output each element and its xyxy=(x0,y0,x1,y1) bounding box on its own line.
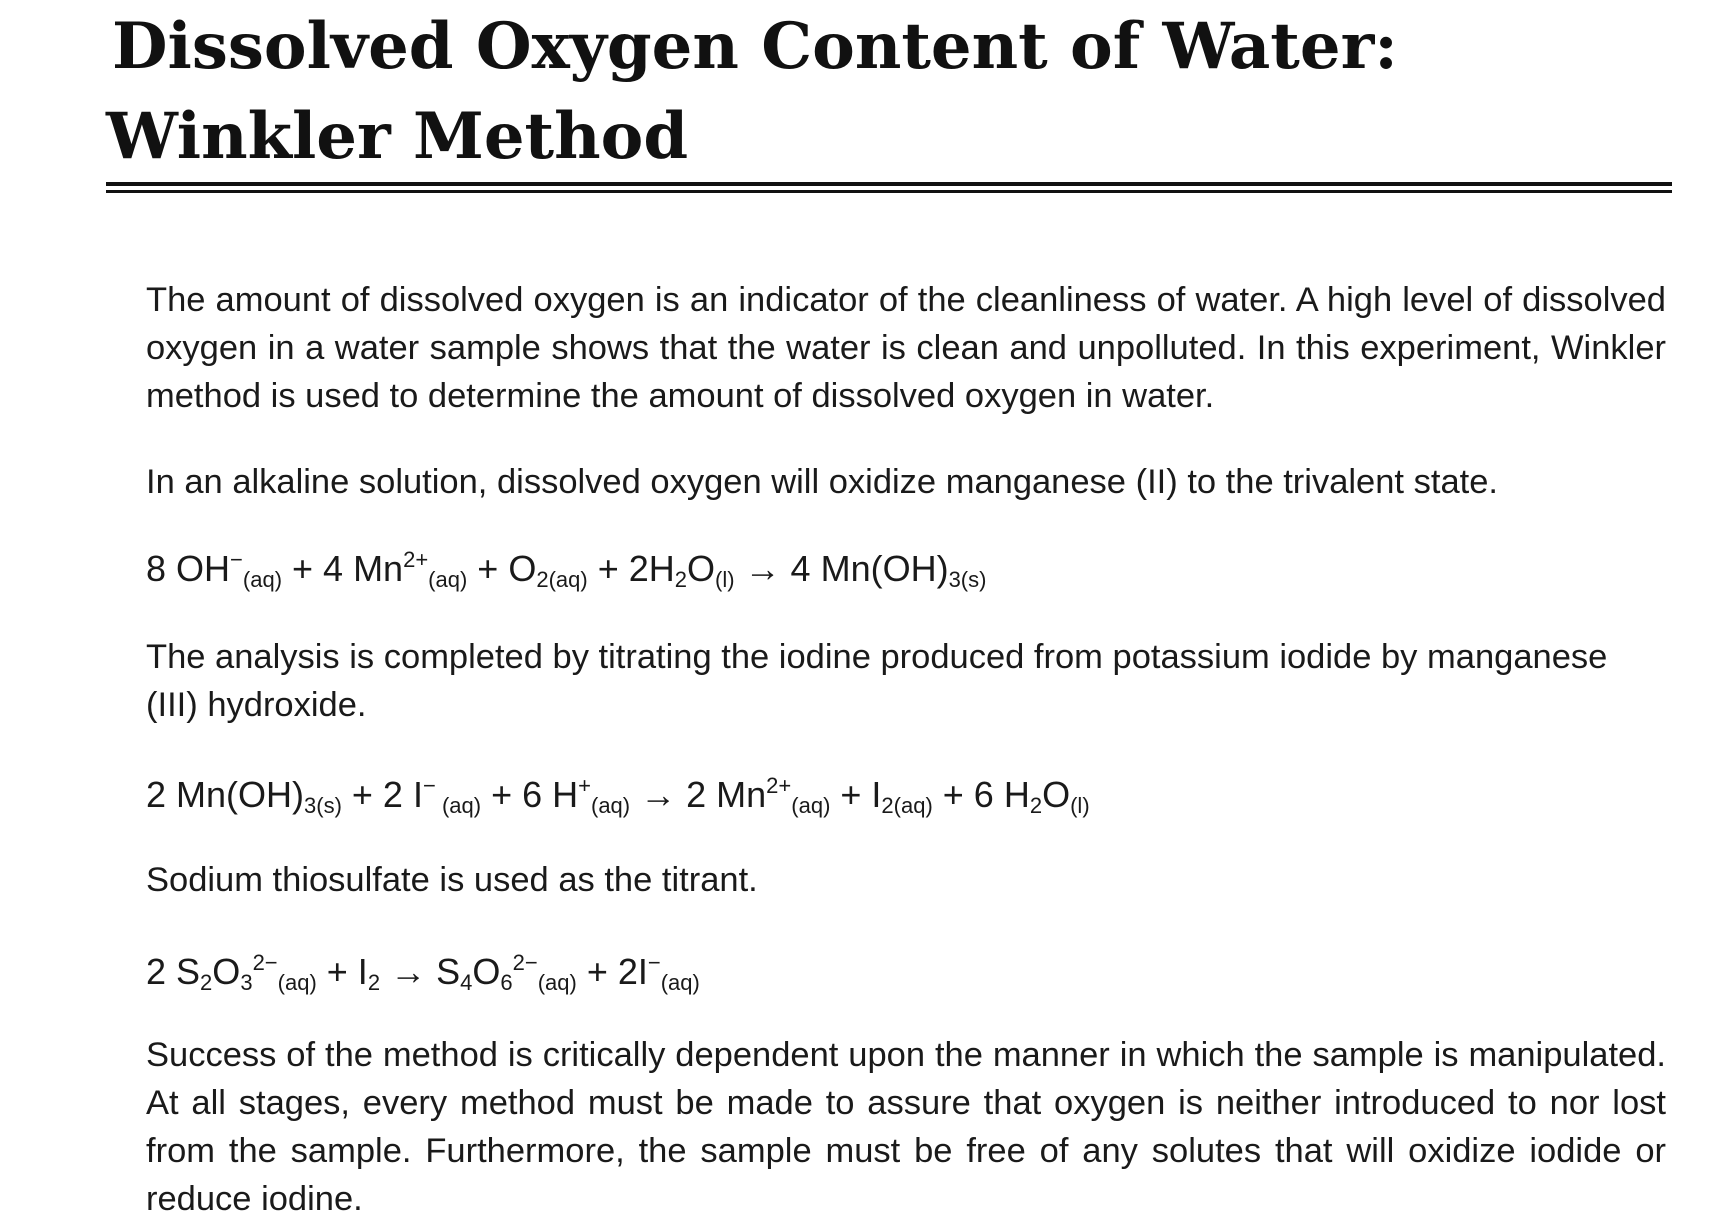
eq1-t2: + 4 Mn xyxy=(282,548,404,589)
eq1-b6: 3(s) xyxy=(948,567,987,592)
eq2-b3: (aq) xyxy=(591,793,631,818)
eq1-t1: 8 OH xyxy=(146,548,231,589)
equation-oxidation xyxy=(146,545,986,593)
equation-iodine-release xyxy=(146,771,1090,819)
eq3-s6: − xyxy=(647,950,661,975)
eq2-t6: + 6 H xyxy=(932,774,1030,815)
eq1-b2: (aq) xyxy=(428,567,468,592)
title-divider-thin xyxy=(106,190,1672,193)
eq3-b4: 4 xyxy=(460,970,473,995)
eq3-b1: 2 xyxy=(200,970,213,995)
eq1-b5: (l) xyxy=(715,567,735,592)
title-divider-thick xyxy=(106,182,1672,186)
eq1-s2: 2+ xyxy=(403,547,429,572)
eq2-b6: 2 xyxy=(1029,793,1043,818)
eq1-b4: 2 xyxy=(674,567,687,592)
eq1-t6: → 4 Mn(OH) xyxy=(734,548,949,589)
eq3-s2: 2− xyxy=(252,950,278,975)
eq1-t5: O xyxy=(686,548,715,589)
eq3-b2b: (aq) xyxy=(277,970,317,995)
eq2-b7: (l) xyxy=(1070,793,1090,818)
eq2-s4: 2+ xyxy=(766,773,792,798)
title-line-2: Winkler Method xyxy=(106,99,689,174)
eq2-b5: 2(aq) xyxy=(881,793,933,818)
eq1-t3: + O xyxy=(467,548,537,589)
eq3-b6: (aq) xyxy=(660,970,700,995)
eq2-b4: (aq) xyxy=(791,793,831,818)
eq2-t7: O xyxy=(1042,774,1071,815)
eq1-b1: (aq) xyxy=(242,567,283,592)
intro-paragraph: The amount of dissolved oxygen is an indicator of the cleanliness of water. A high level of dissolved oxygen in a water sample shows that the water is clean and unpolluted. In this experiment, Winkler method is used to determine the amount of dissolved oxygen in water. xyxy=(146,281,1666,415)
titrant-paragraph: Sodium thiosulfate is used as the titrant. xyxy=(146,861,758,899)
eq1-t4: + 2H xyxy=(587,548,675,589)
eq3-s5: 2− xyxy=(512,950,538,975)
eq3-t4: → S xyxy=(380,951,461,992)
eq1-b3: 2(aq) xyxy=(536,567,588,592)
eq3-b3: 2 xyxy=(367,970,381,995)
eq2-b1: 3(s) xyxy=(304,793,342,818)
eq2-t4: → 2 Mn xyxy=(630,774,767,815)
eq3-t3: + I xyxy=(316,951,368,992)
eq3-b5: 6 xyxy=(500,970,513,995)
eq3-b5b: (aq) xyxy=(537,970,577,995)
eq2-b2: (aq) xyxy=(435,793,482,818)
eq3-t5: O xyxy=(472,951,501,992)
eq2-s2: − xyxy=(422,773,436,798)
eq3-t2: O xyxy=(212,951,241,992)
eq3-b2: 3 xyxy=(240,970,253,995)
eq3-t1: 2 S xyxy=(146,951,201,992)
eq2-t5: + I xyxy=(830,774,882,815)
title-line-1: Dissolved Oxygen Content of Water: xyxy=(112,9,1398,84)
analysis-paragraph: The analysis is completed by titrating the iodine produced from potassium iodide by manganese (III) hydroxide. xyxy=(146,638,1608,724)
eq3-t6: + 2I xyxy=(576,951,648,992)
equation-thiosulfate-titration xyxy=(146,948,700,996)
eq2-t1: 2 Mn(OH) xyxy=(146,774,305,815)
success-paragraph: Success of the method is critically dependent upon the manner in which the sample is manipulated. At all stages, every method must be made to assure that oxygen is neither introduced to nor lost from the sample. Furthermore, the sample must be free of any solutes that will oxidize iodide or reduce iodine. xyxy=(146,1036,1666,1218)
document-title xyxy=(106,2,1398,182)
eq2-t3: + 6 H xyxy=(481,774,579,815)
alkaline-paragraph: In an alkaline solution, dissolved oxygen will oxidize manganese (II) to the trivalent state. xyxy=(146,463,1498,501)
eq2-t2: + 2 I xyxy=(341,774,423,815)
eq2-s3: + xyxy=(578,773,591,798)
eq1-s1: − xyxy=(230,547,243,572)
